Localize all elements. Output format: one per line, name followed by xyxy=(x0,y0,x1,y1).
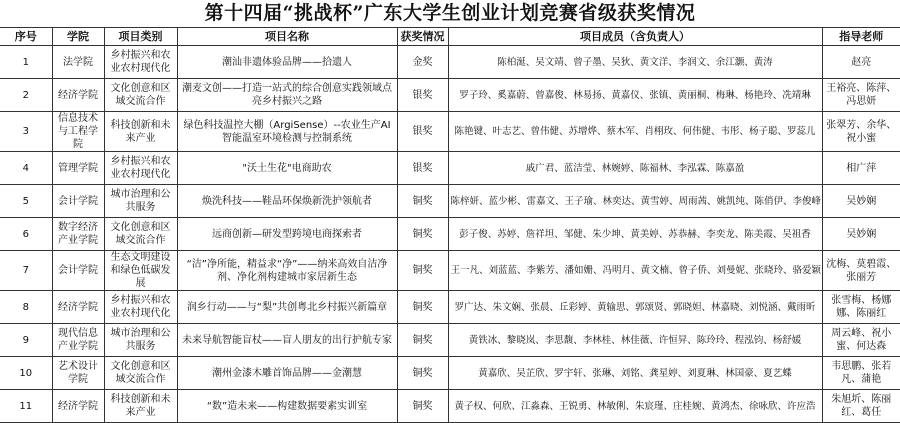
cell-no: 5 xyxy=(0,185,52,218)
awards-table xyxy=(0,28,900,423)
cell-project-name: 潮州金漆木雕首饰品牌——金潮慧 xyxy=(177,357,397,390)
column-header-members: 项目成员（含负责人） xyxy=(448,28,822,46)
cell-award: 铜奖 xyxy=(397,324,448,357)
page-title: 第十四届“挑战杯”广东大学生创业计划竞赛省级获奖情况 xyxy=(0,0,900,28)
cell-teachers: 张翠芳、余华、祝小蜜 xyxy=(822,112,900,152)
cell-award: 银奖 xyxy=(397,152,448,185)
cell-college: 现代信息产业学院 xyxy=(52,324,104,357)
cell-no: 9 xyxy=(0,324,52,357)
cell-award: 铜奖 xyxy=(397,185,448,218)
cell-no: 7 xyxy=(0,251,52,291)
table-row xyxy=(0,390,900,423)
cell-college: 信息技术与工程学院 xyxy=(52,112,104,152)
cell-category: 城市治理和公共服务 xyxy=(104,185,177,218)
cell-members: 罗广达、朱文娴、张晨、丘彩婷、黄输思、郭颂贤、郭晓妲、林嘉晓、刘悦涵、戴雨昕 xyxy=(448,291,822,324)
cell-members: 彭子俊、苏婷、詹祥坦、邹健、朱少坤、黄美婷、苏恭赫、李奕龙、陈美霞、吴祖香 xyxy=(448,218,822,251)
cell-teachers: 朱旭圻、陈丽红、葛任 xyxy=(822,390,900,423)
cell-members: 王一凡、刘蓝蓝、李紫芳、潘如姗、冯明月、黄文楠、曾子侨、刘曼妮、张晓玲、骆爱颖 xyxy=(448,251,822,291)
cell-category: 文化创意和区域交流合作 xyxy=(104,357,177,390)
cell-award: 银奖 xyxy=(397,79,448,112)
table-row xyxy=(0,79,900,112)
cell-award: 铜奖 xyxy=(397,390,448,423)
table-row xyxy=(0,357,900,390)
cell-category: 乡村振兴和农业农村现代化 xyxy=(104,291,177,324)
cell-category: 城市治理和公共服务 xyxy=(104,324,177,357)
cell-project-name: 润乡行动——与“梨”共创粤北乡村振兴新篇章 xyxy=(177,291,397,324)
cell-college: 会计学院 xyxy=(52,251,104,291)
cell-no: 1 xyxy=(0,46,52,79)
cell-category: 乡村振兴和农业农村现代化 xyxy=(104,152,177,185)
cell-category: 科技创新和未来产业 xyxy=(104,112,177,152)
cell-award: 铜奖 xyxy=(397,251,448,291)
cell-category: 乡村振兴和农业农村现代化 xyxy=(104,46,177,79)
cell-project-name: “洁”净所能，精益求“净”——纳米高效自洁净剂、净化剂构建城市家居新生态 xyxy=(177,251,397,291)
table-row xyxy=(0,152,900,185)
cell-award: 金奖 xyxy=(397,46,448,79)
cell-members: 陈艳键、叶志艺、曾伟健、苏增烨、蔡木军、肖栩玫、何伟健、韦彤、杨子聪、罗蕊儿 xyxy=(448,112,822,152)
cell-no: 11 xyxy=(0,390,52,423)
cell-project-name: 绿色科技温控大棚（ArgiSense）--农业生产AI智能温室环境检测与控制系统 xyxy=(177,112,397,152)
cell-award: 铜奖 xyxy=(397,218,448,251)
cell-category: 科技创新和未来产业 xyxy=(104,390,177,423)
cell-teachers: 王裕亮、陈萍、冯思妍 xyxy=(822,79,900,112)
cell-college: 经济学院 xyxy=(52,79,104,112)
cell-project-name: 远商创新—研发型跨境电商探索者 xyxy=(177,218,397,251)
table-row xyxy=(0,218,900,251)
cell-members: 陈柏涎、吴文靖、曾子墨、吴狄、黄文洋、李润文、余江灏、黄涛 xyxy=(448,46,822,79)
cell-no: 6 xyxy=(0,218,52,251)
cell-teachers: 吴妙娴 xyxy=(822,185,900,218)
cell-college: 法学院 xyxy=(52,46,104,79)
table-row xyxy=(0,185,900,218)
cell-members: 黄嘉欣、吴芷欣、罗宇轩、张琳、刘铭、龚星婷、刘夏琳、林国豪、夏艺蝶 xyxy=(448,357,822,390)
cell-category: 文化创意和区域交流合作 xyxy=(104,79,177,112)
cell-project-name: “数”造未来——构建数据要素实训室 xyxy=(177,390,397,423)
cell-no: 10 xyxy=(0,357,52,390)
cell-college: 会计学院 xyxy=(52,185,104,218)
cell-award: 铜奖 xyxy=(397,291,448,324)
cell-members: 黄子权、何欣、江淼森、王锐勇、林敏俐、朱宸瑾、庄桂婉、黄鸿杰、徐咏欣、许应浩 xyxy=(448,390,822,423)
cell-teachers: 赵亮 xyxy=(822,46,900,79)
cell-award: 铜奖 xyxy=(397,357,448,390)
table-row xyxy=(0,291,900,324)
table-row xyxy=(0,46,900,79)
cell-teachers: 相广萍 xyxy=(822,152,900,185)
table-row xyxy=(0,324,900,357)
cell-members: 黄铁冰、黎晓岚、李思馥、李林桂、林佳薇、许恒昇、陈玲玲、程泓钧、杨舒媛 xyxy=(448,324,822,357)
cell-no: 3 xyxy=(0,112,52,152)
cell-no: 8 xyxy=(0,291,52,324)
cell-category: 文化创意和区域交流合作 xyxy=(104,218,177,251)
cell-no: 2 xyxy=(0,79,52,112)
cell-teachers: 周云峰、祝小蜜、何达森 xyxy=(822,324,900,357)
column-header-college: 学院 xyxy=(52,28,104,46)
column-header-category: 项目类别 xyxy=(104,28,177,46)
cell-college: 管理学院 xyxy=(52,152,104,185)
table-row xyxy=(0,251,900,291)
cell-project-name: 潮麦文创——打造一站式的综合创意实践领域点亮乡村振兴之路 xyxy=(177,79,397,112)
cell-members: 罗子玲、奚嘉蔚、曾嘉俊、林易扬、黄嘉仪、张镇、黄丽桐、梅琳、杨艳玲、冼靖琳 xyxy=(448,79,822,112)
cell-college: 艺术设计学院 xyxy=(52,357,104,390)
cell-college: 经济学院 xyxy=(52,291,104,324)
cell-project-name: 焕洗科技——鞋品环保焕新洗护领航者 xyxy=(177,185,397,218)
column-header-award: 获奖情况 xyxy=(397,28,448,46)
column-header-teachers: 指导老师 xyxy=(822,28,900,46)
column-header-no: 序号 xyxy=(0,28,52,46)
column-header-project-name: 项目名称 xyxy=(177,28,397,46)
cell-college: 数字经济产业学院 xyxy=(52,218,104,251)
table-row xyxy=(0,112,900,152)
cell-category: 生态文明建设和绿色低碳发展 xyxy=(104,251,177,291)
cell-teachers: 张雪梅、杨娜娜、陈丽红 xyxy=(822,291,900,324)
cell-members: 陈梓妍、蓝少彬、雷嘉文、王子瑜、林奕达、黄雪婷、周雨茜、姚凯纯、陈俏伊、李俊峰 xyxy=(448,185,822,218)
cell-teachers: 吴妙娴 xyxy=(822,218,900,251)
cell-award: 银奖 xyxy=(397,112,448,152)
table-header-row xyxy=(0,28,900,46)
cell-teachers: 韦思鹏、张若凡、蒲艳 xyxy=(822,357,900,390)
cell-college: 经济学院 xyxy=(52,390,104,423)
cell-project-name: "沃土生花"电商助农 xyxy=(177,152,397,185)
cell-project-name: 潮汕非遗体验品牌——拾遗人 xyxy=(177,46,397,79)
cell-project-name: 未来导航智能盲杖——盲人朋友的出行护航专家 xyxy=(177,324,397,357)
cell-no: 4 xyxy=(0,152,52,185)
cell-members: 戚广君、蓝洁莹、林婉婷、陈福林、李泓霖、陈嘉盈 xyxy=(448,152,822,185)
cell-teachers: 沈梅、莫碧霞、张丽芳 xyxy=(822,251,900,291)
